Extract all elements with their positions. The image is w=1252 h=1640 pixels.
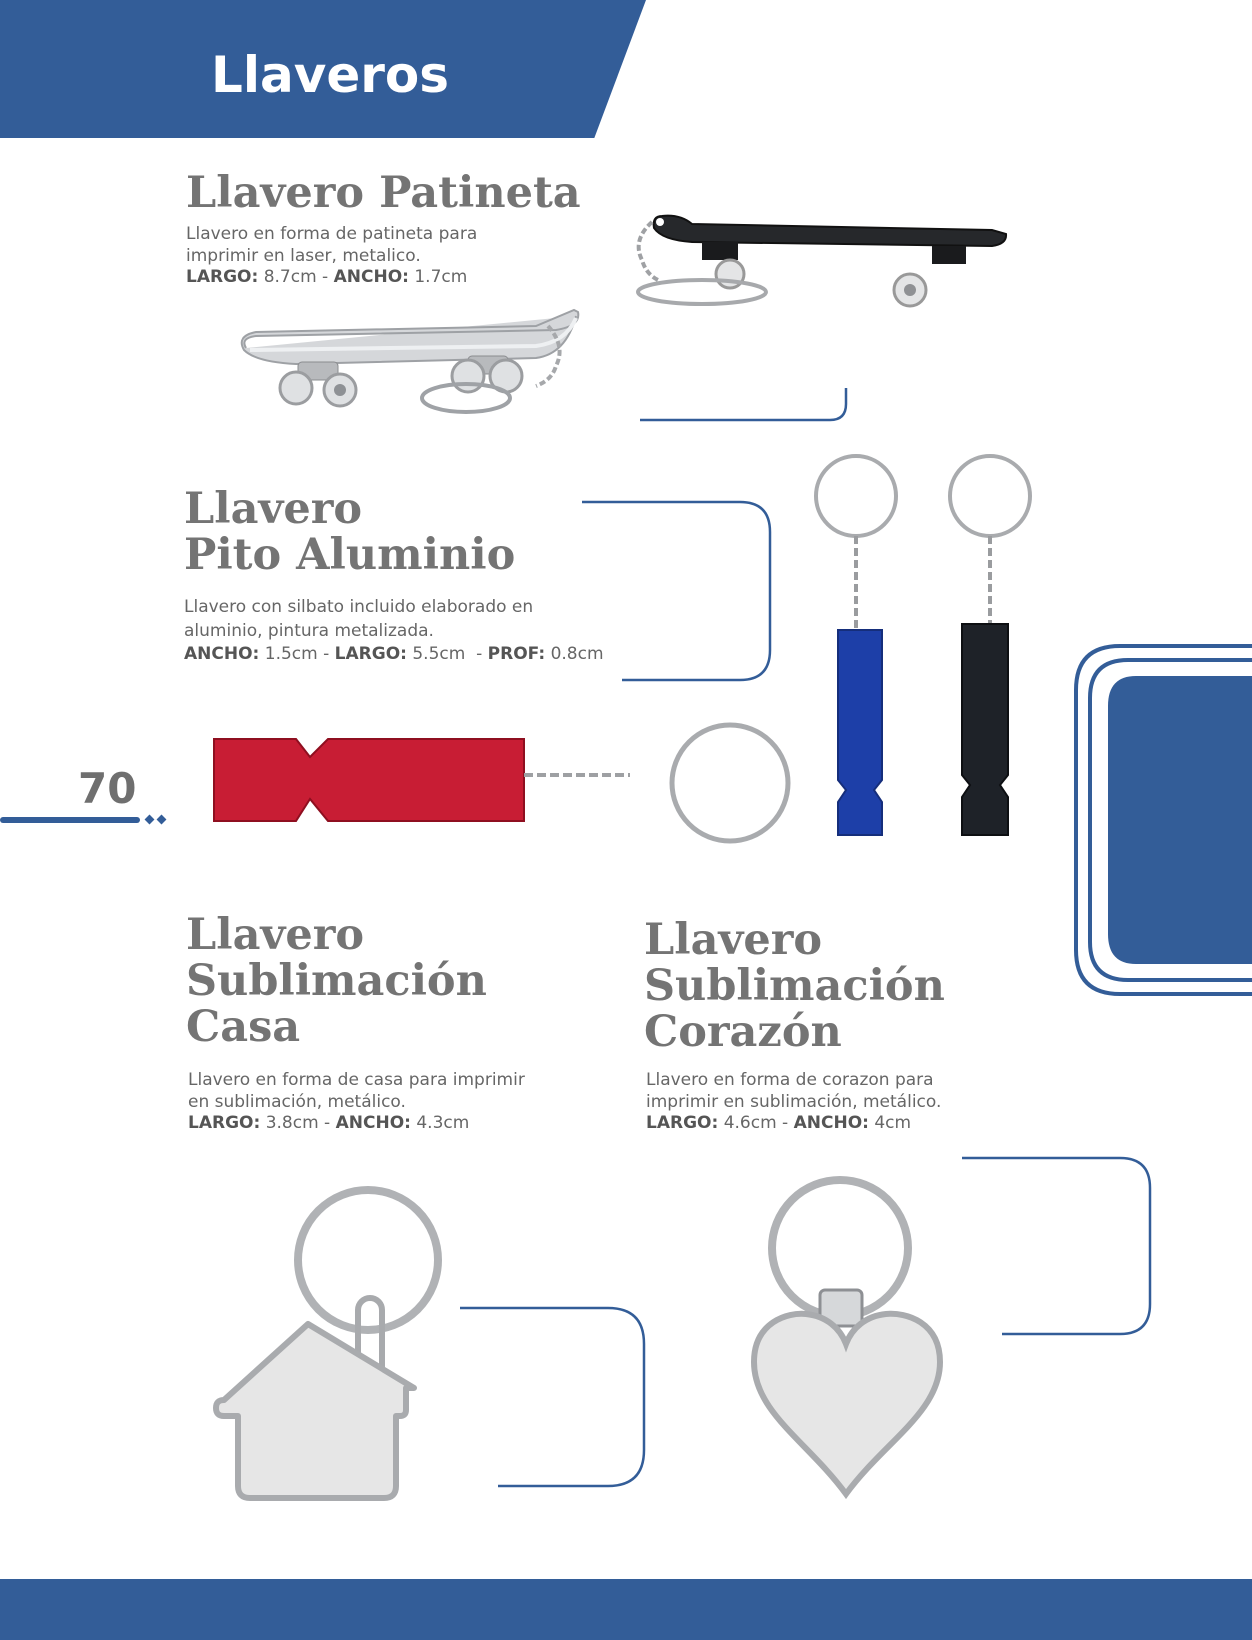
spec-label-ancho: ANCHO: bbox=[793, 1113, 869, 1133]
spec-value-largo: 8.7cm bbox=[263, 267, 317, 287]
house-keychain-image bbox=[210, 1180, 430, 1506]
heart-keychain-image bbox=[748, 1172, 944, 1506]
description-line: Llavero en forma de casa para imprimir bbox=[188, 1070, 525, 1090]
decorative-bracket bbox=[580, 500, 774, 684]
spec-value-ancho: 4.3cm bbox=[416, 1113, 470, 1133]
spec-value-prof: 0.8cm bbox=[550, 644, 604, 664]
spec-label-ancho: ANCHO: bbox=[333, 267, 409, 287]
spec-value-largo: 3.8cm bbox=[265, 1113, 319, 1133]
spec-value-ancho: 1.5cm bbox=[264, 644, 318, 664]
product-title-line: Sublimación bbox=[644, 961, 945, 1011]
product-description: Llavero en forma de casa para imprimir en sublimación, metálico. LARGO: 3.8cm - ANCHO: 4.3cm bbox=[188, 1070, 525, 1133]
spec-label-ancho: ANCHO: bbox=[184, 644, 260, 664]
black-skateboard-image bbox=[632, 210, 1012, 320]
spec-value-largo: 4.6cm bbox=[723, 1113, 777, 1133]
description-line: Llavero en forma de patineta para bbox=[186, 224, 478, 244]
description-line: imprimir en laser, metalico. bbox=[186, 245, 421, 266]
product-description: Llavero en forma de corazon para imprimir en sublimación, metálico. LARGO: 4.6cm - ANCHO: 4cm bbox=[646, 1070, 942, 1133]
product-title-line: Pito Aluminio bbox=[184, 530, 516, 580]
product-title bbox=[184, 486, 604, 578]
spec-label-largo: LARGO: bbox=[186, 267, 259, 287]
product-title-line: Casa bbox=[186, 1002, 301, 1052]
product-title bbox=[186, 170, 606, 216]
decorative-bracket bbox=[960, 1156, 1154, 1338]
decorative-bracket bbox=[640, 388, 850, 424]
spec-label-largo: LARGO: bbox=[188, 1113, 261, 1133]
product-skateboard bbox=[186, 170, 606, 289]
spec-value-ancho: 1.7cm bbox=[414, 267, 468, 287]
description-line: Llavero con silbato incluido elaborado en bbox=[184, 597, 534, 617]
product-title bbox=[644, 917, 1064, 1055]
product-whistle bbox=[184, 486, 604, 667]
page-title: Llaveros bbox=[211, 46, 450, 104]
description-line: en sublimación, metálico. bbox=[188, 1091, 406, 1112]
spec-label-ancho: ANCHO: bbox=[335, 1113, 411, 1133]
product-title-line: Llavero bbox=[644, 915, 823, 965]
spec-label-largo: LARGO: bbox=[646, 1113, 719, 1133]
page-number-rule bbox=[0, 813, 180, 829]
product-title-line: Llavero bbox=[184, 484, 363, 534]
description-line: imprimir en sublimación, metálico. bbox=[646, 1091, 942, 1112]
red-whistle-image bbox=[210, 715, 795, 850]
product-house bbox=[186, 912, 606, 1135]
description-line: aluminio, pintura metalizada. bbox=[184, 620, 434, 641]
product-title-line: Llavero bbox=[186, 910, 365, 960]
spec-label-largo: LARGO: bbox=[334, 644, 407, 664]
description-line: Llavero en forma de corazon para bbox=[646, 1070, 934, 1090]
product-title bbox=[186, 912, 606, 1050]
product-title-line: Sublimación bbox=[186, 956, 487, 1006]
spec-value-ancho: 4cm bbox=[874, 1113, 912, 1133]
footer-bar bbox=[0, 1579, 1252, 1640]
blue-black-whistles-image bbox=[810, 450, 1040, 845]
product-title-line: Corazón bbox=[644, 1007, 842, 1057]
side-tab-decoration bbox=[1070, 640, 1252, 1000]
decorative-bracket bbox=[458, 1306, 648, 1490]
product-title-line: Llavero Patineta bbox=[186, 168, 581, 218]
product-description: Llavero en forma de patineta para imprimir en laser, metalico. LARGO: 8.7cm - ANCHO: 1.7cm bbox=[186, 224, 478, 287]
product-heart bbox=[644, 917, 1064, 1135]
spec-value-largo: 5.5cm bbox=[412, 644, 466, 664]
page-number: 70 bbox=[78, 764, 137, 813]
spec-label-prof: PROF: bbox=[487, 644, 546, 664]
product-description: Llavero con silbato incluido elaborado en aluminio, pintura metalizada. ANCHO: 1.5cm - LARGO: 5.5cm - PROF: 0.8cm bbox=[184, 597, 604, 664]
silver-skateboard-image bbox=[236, 306, 586, 426]
